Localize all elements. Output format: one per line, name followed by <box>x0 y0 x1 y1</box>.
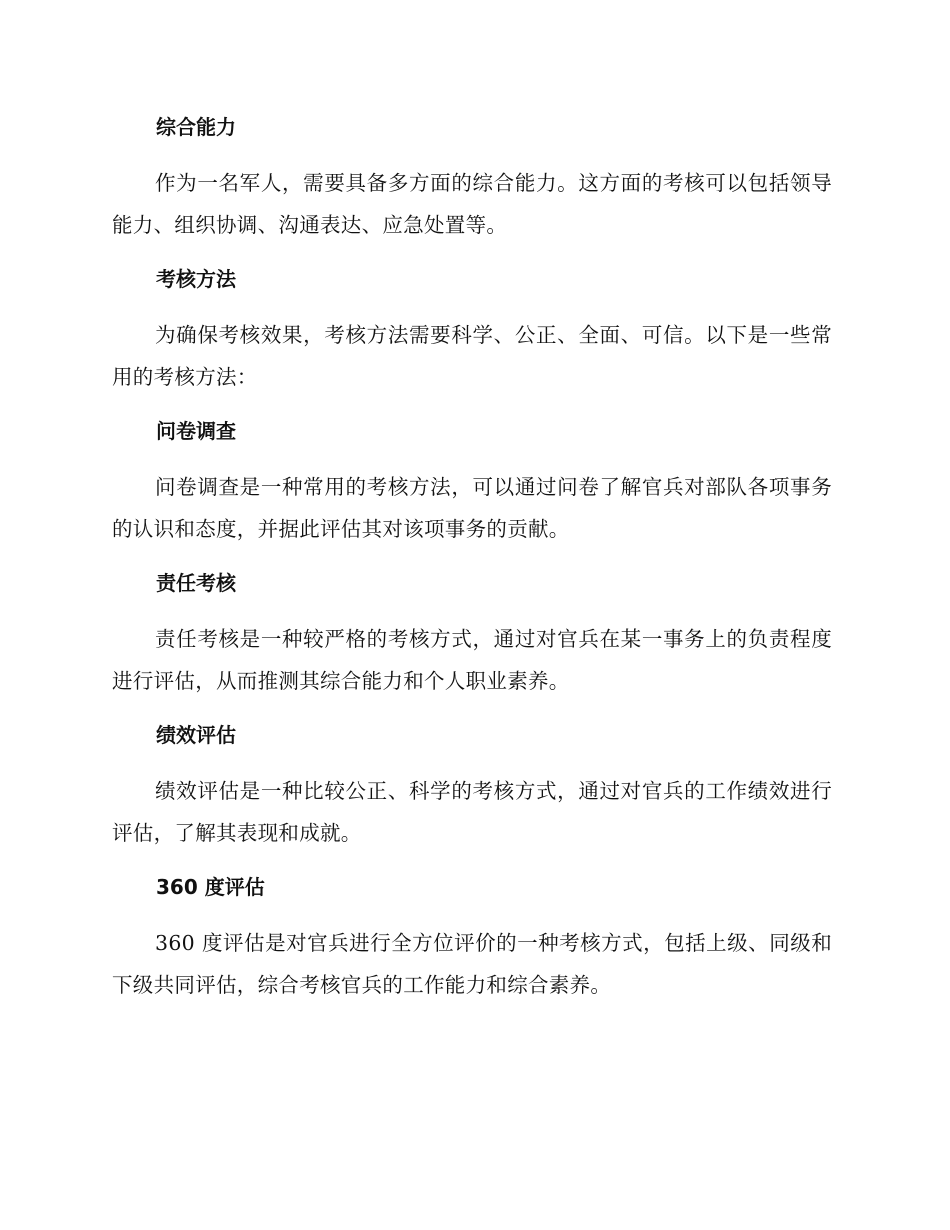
section-body-responsibility-assessment: 责任考核是一种较严格的考核方式，通过对官兵在某一事务上的负责程度进行评估，从而推测其综合能力和个人职业素养。 <box>112 627 832 693</box>
section-heading-comprehensive-ability: 综合能力 <box>156 115 236 139</box>
section-body-360-evaluation: 360 度评估是对官兵进行全方位评价的一种考核方式，包括上级、同级和下级共同评估，综合考核官兵的工作能力和综合素养。 <box>112 931 832 997</box>
section-heading-performance-evaluation: 绩效评估 <box>156 723 236 747</box>
section-body-performance-evaluation: 绩效评估是一种比较公正、科学的考核方式，通过对官兵的工作绩效进行评估，了解其表现和成就。 <box>112 779 832 845</box>
section-heading-360-evaluation: 360 度评估 <box>156 875 265 899</box>
section-heading-assessment-methods: 考核方法 <box>156 267 236 291</box>
section-body-assessment-methods: 为确保考核效果，考核方法需要科学、公正、全面、可信。以下是一些常用的考核方法： <box>112 323 832 389</box>
section-heading-responsibility-assessment: 责任考核 <box>156 571 236 595</box>
section-body-comprehensive-ability: 作为一名军人，需要具备多方面的综合能力。这方面的考核可以包括领导能力、组织协调、沟通表达、应急处置等。 <box>112 171 832 237</box>
section-heading-questionnaire: 问卷调查 <box>156 419 236 443</box>
section-body-questionnaire: 问卷调查是一种常用的考核方法，可以通过问卷了解官兵对部队各项事务的认识和态度，并据此评估其对该项事务的贡献。 <box>112 475 832 541</box>
